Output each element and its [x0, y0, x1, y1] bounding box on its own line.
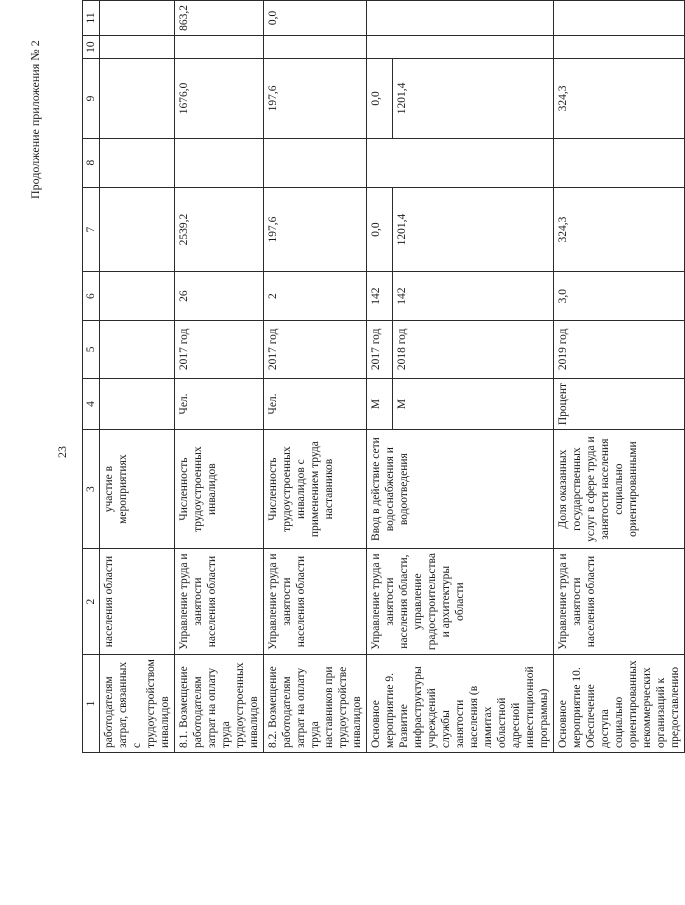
- unit-cell: Чел.: [175, 378, 264, 429]
- amount-cell: 324,3: [554, 187, 685, 272]
- value-cell: [100, 272, 175, 320]
- value-cell: 26: [175, 272, 264, 320]
- unit-cell: [100, 378, 175, 429]
- header-cell: 5: [83, 320, 100, 378]
- table-header-row: [83, 1, 100, 753]
- header-cell: 4: [83, 378, 100, 429]
- indicator-cell: Численность трудоустроенных инвалидов: [175, 430, 264, 549]
- year-cell: 2017 год: [175, 320, 264, 378]
- amount-cell: [367, 35, 554, 58]
- measure-name-cell: 8.1. Возмещение работодателям затрат на оплату труда трудоустроенных инвалидов: [175, 655, 264, 753]
- year-cell: [100, 320, 175, 378]
- header-cell: 1: [83, 655, 100, 753]
- amount-cell: 863,2: [175, 1, 264, 36]
- table-row: [100, 1, 175, 753]
- amount-cell: [367, 1, 554, 36]
- header-cell: 3: [83, 430, 100, 549]
- indicator-cell: Ввод в действие сети водоснабжения и водоотведения: [367, 430, 554, 549]
- value-cell: 2: [264, 272, 367, 320]
- amount-cell: 1676,0: [175, 59, 264, 138]
- measure-name-cell: Основное мероприятие 9. Развитие инфраструктуры учреждений службы занятости населения (в лимитах областной адресной инвестиционной программы): [367, 655, 554, 753]
- amount-cell: 1201,4: [392, 59, 553, 138]
- amount-cell: [175, 138, 264, 187]
- amount-cell: [367, 138, 554, 187]
- table-row: [554, 1, 685, 753]
- year-cell: 2018 год: [392, 320, 553, 378]
- amount-cell: [100, 35, 175, 58]
- indicator-cell: участие в мероприятиях: [100, 430, 175, 549]
- amount-cell: 197,6: [264, 59, 367, 138]
- measures-table: [82, 0, 685, 753]
- measure-name-cell: 8.2. Возмещение работодателям затрат на оплату труда наставников при трудоустройстве инвалидов: [264, 655, 367, 753]
- header-cell: 8: [83, 138, 100, 187]
- amount-cell: [554, 35, 685, 58]
- amount-cell: [264, 138, 367, 187]
- executor-cell: Управление труда и занятости населения области: [264, 549, 367, 655]
- table-row: [175, 1, 264, 753]
- amount-cell: [554, 1, 685, 36]
- amount-cell: [554, 138, 685, 187]
- header-cell: 6: [83, 272, 100, 320]
- amount-cell: [175, 35, 264, 58]
- executor-cell: населения области: [100, 549, 175, 655]
- indicator-cell: Численность трудоустроенных инвалидов с применением труда наставников: [264, 430, 367, 549]
- amount-cell: [264, 35, 367, 58]
- header-cell: 9: [83, 59, 100, 138]
- unit-cell: М: [392, 378, 553, 429]
- amount-cell: [100, 59, 175, 138]
- amount-cell: 0,0: [264, 1, 367, 36]
- year-cell: 2017 год: [367, 320, 393, 378]
- amount-cell: 0,0: [367, 59, 393, 138]
- appendix-note: Продолжение приложения № 2: [28, 40, 42, 199]
- amount-cell: 324,3: [554, 59, 685, 138]
- amount-cell: 1201,4: [392, 187, 553, 272]
- unit-cell: Процент: [554, 378, 685, 429]
- indicator-cell: Доля оказанных государственных услуг в сфере труда и занятости населения социально ориентированными: [554, 430, 685, 549]
- page-number: 23: [55, 446, 69, 458]
- header-cell: 11: [83, 1, 100, 36]
- amount-cell: [100, 138, 175, 187]
- table-row: [367, 1, 393, 753]
- executor-cell: Управление труда и занятости населения области: [554, 549, 685, 655]
- header-cell: 7: [83, 187, 100, 272]
- unit-cell: М: [367, 378, 393, 429]
- measure-name-cell: работодателям затрат, связанных с трудоустройством инвалидов: [100, 655, 175, 753]
- amount-cell: 197,6: [264, 187, 367, 272]
- header-cell: 2: [83, 549, 100, 655]
- amount-cell: [100, 1, 175, 36]
- measure-name-cell: Основное мероприятие 10. Обеспечение доступа социально ориентированных некоммерческих организаций к предоставлению: [554, 655, 685, 753]
- table-row: [264, 1, 367, 753]
- value-cell: 3,0: [554, 272, 685, 320]
- value-cell: 142: [392, 272, 553, 320]
- year-cell: 2017 год: [264, 320, 367, 378]
- amount-cell: 0,0: [367, 187, 393, 272]
- value-cell: 142: [367, 272, 393, 320]
- amount-cell: 2539,2: [175, 187, 264, 272]
- executor-cell: Управление труда и занятости населения области, управление градостроительства и архитектуры области: [367, 549, 554, 655]
- amount-cell: [100, 187, 175, 272]
- executor-cell: Управление труда и занятости населения области: [175, 549, 264, 655]
- header-cell: 10: [83, 35, 100, 58]
- unit-cell: Чел.: [264, 378, 367, 429]
- year-cell: 2019 год: [554, 320, 685, 378]
